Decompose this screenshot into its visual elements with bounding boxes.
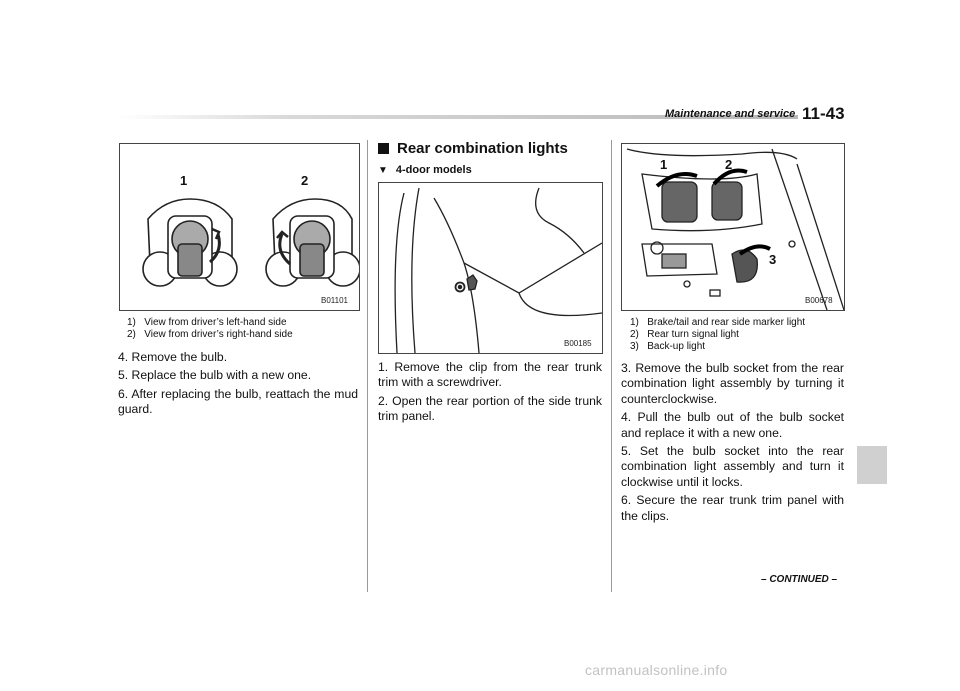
section-heading-text: Rear combination lights [397,140,568,157]
sub-heading-text: 4-door models [395,164,472,176]
step-item: 6. Secure the rear trunk trim panel with the clips. [621,493,844,523]
caption-item: 1) Brake/tail and rear side marker light [630,317,806,328]
step-list [621,361,844,527]
figure-code: B01101 [321,296,348,305]
caption-item: 2) View from driver’s right-hand side [127,329,293,340]
step-item: 3. Remove the bulb socket from the rear combination light assembly by turning it counterclockwise. [621,361,844,406]
step-item: 6. After replacing the bulb, reattach the mud guard. [118,386,358,417]
rear-lamp-illustration [622,144,844,310]
step-item: 4. Pull the bulb out of the bulb socket and replace it with a new one. [621,410,844,440]
triangle-bullet-icon: ▼ [378,165,388,176]
column-divider [367,140,368,592]
step-item: 5. Replace the bulb with a new one. [118,368,312,383]
column-divider [611,140,612,592]
figure-captions [127,317,293,341]
step-item: 1. Remove the clip from the rear trunk trim with a screwdriver. [378,360,602,390]
caption-item: 1) View from driver’s left-hand side [127,317,287,328]
callout-label: 1 [180,173,188,188]
callout-label: 2 [301,173,309,188]
bulb-socket-illustration [120,144,359,310]
step-item: 2. Open the rear portion of the side trunk trim panel. [378,393,602,424]
caption-item: 3) Back-up light [630,341,706,352]
square-bullet-icon [378,143,389,154]
trunk-trim-illustration [379,183,602,353]
sub-heading [378,164,472,176]
section-heading [378,140,568,157]
step-item: 5. Set the bulb socket into the rear combination light assembly and turn it clockwise until it locks. [621,444,844,489]
trunk-trim-figure [378,182,603,354]
continued-note: – CONTINUED – [761,574,838,585]
step-list [378,360,602,428]
callout-label: 1 [660,157,668,172]
caption-item: 2) Rear turn signal light [630,329,739,340]
page-number: 11-43 [802,104,845,123]
watermark-link[interactable]: carmanualsonline.info [585,662,728,678]
callout-label: 3 [769,252,777,267]
figure-code: B00185 [564,339,592,348]
rear-lamp-sockets-figure [621,143,845,311]
callout-label: 2 [725,157,733,172]
figure-code: B00678 [805,296,833,305]
chapter-tab [857,446,887,484]
headlight-bulb-figure [119,143,360,311]
step-list [118,350,358,421]
figure-captions [630,317,805,353]
step-item: 4. Remove the bulb. [118,350,228,364]
section-title: Maintenance and service [665,108,796,120]
